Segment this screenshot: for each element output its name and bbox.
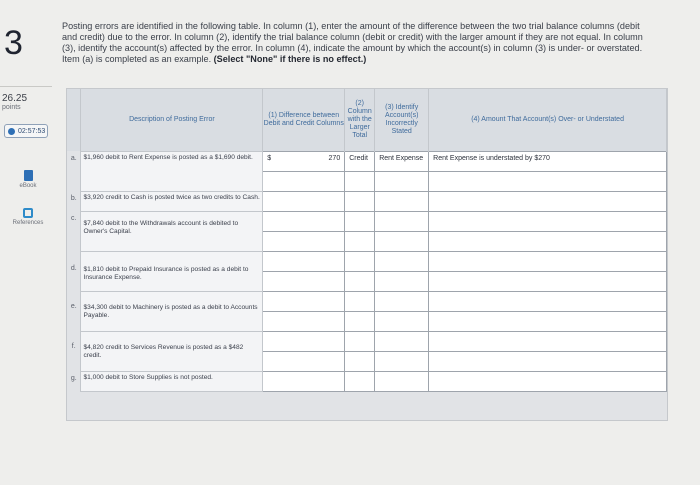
difference-input[interactable] (263, 171, 345, 191)
effect-input[interactable] (429, 371, 667, 391)
larger-column-select[interactable] (345, 171, 375, 191)
row-letter: d. (67, 251, 81, 291)
instructions-emphasis: (Select "None" if there is no effect.) (213, 54, 367, 64)
row-description: $4,820 credit to Services Revenue is posted as a $482 credit. (81, 331, 263, 371)
effect-input[interactable] (429, 191, 667, 211)
sidebar-divider (0, 86, 52, 87)
row-letter: a. (67, 151, 81, 191)
effect-input[interactable] (429, 271, 667, 291)
table-row (67, 191, 667, 211)
larger-column-select[interactable]: Credit (345, 151, 375, 171)
header-col3: (3) Identify Account(s) Incorrectly Stated (375, 89, 429, 151)
larger-column-select[interactable] (345, 211, 375, 231)
row-description: $1,000 debit to Store Supplies is not posted. (81, 371, 263, 391)
row-letter: e. (67, 291, 81, 331)
row-letter: f. (67, 331, 81, 371)
currency-symbol: $ (267, 154, 272, 162)
header-col1: (1) Difference between Debit and Credit Columns (263, 89, 345, 151)
larger-column-select[interactable] (345, 311, 375, 331)
effect-input[interactable] (429, 351, 667, 371)
ebook-label: eBook (19, 183, 37, 189)
ebook-icon (24, 170, 33, 181)
timer-badge (4, 124, 48, 138)
header-letter (67, 89, 81, 151)
larger-column-select[interactable] (345, 331, 375, 351)
account-select[interactable] (375, 191, 429, 211)
table-row (67, 251, 667, 271)
difference-value: 270 (328, 154, 341, 162)
account-select[interactable] (375, 211, 429, 231)
account-select[interactable] (375, 371, 429, 391)
account-select[interactable] (375, 351, 429, 371)
account-select[interactable]: Rent Expense (375, 151, 429, 171)
references-label: References (12, 220, 44, 226)
effect-input[interactable] (429, 291, 667, 311)
references-button[interactable] (6, 208, 50, 226)
account-select[interactable] (375, 171, 429, 191)
header-description: Description of Posting Error (81, 89, 263, 151)
larger-column-select[interactable] (345, 191, 375, 211)
table-row (67, 331, 667, 351)
larger-column-select[interactable] (345, 351, 375, 371)
timer-text: 02:57:53 (18, 127, 46, 135)
account-select[interactable] (375, 331, 429, 351)
question-instructions (62, 21, 652, 65)
row-letter: g. (67, 371, 81, 391)
row-description: $1,810 debit to Prepaid Insurance is posted as a debit to Insurance Expense. (81, 251, 263, 291)
larger-column-select[interactable] (345, 251, 375, 271)
instructions-text: Posting errors are identified in the following table. In column (1), enter the amount of the difference between the two trial balance columns (debit and credit) due to the error. In column (2), identify the trial balance column (debit or credit) with the larger amount if they are not equal. In column (3), identify the account(s) affected by the error. In column (4), indicate the amount by which the account(s) in column (3) is under- or overstated. Item (a) is completed as an example. (62, 21, 643, 64)
header-col4: (4) Amount That Account(s) Over- or Understated (429, 89, 667, 151)
ebook-button[interactable] (6, 170, 50, 189)
effect-input[interactable] (429, 251, 667, 271)
difference-input[interactable] (263, 311, 345, 331)
question-number: 3 (4, 24, 23, 62)
points-label: points (2, 104, 21, 111)
effect-input[interactable] (429, 171, 667, 191)
effect-input[interactable] (429, 231, 667, 251)
larger-column-select[interactable] (345, 371, 375, 391)
difference-input[interactable] (263, 231, 345, 251)
difference-input[interactable] (263, 191, 345, 211)
table-row (67, 371, 667, 391)
effect-input[interactable] (429, 331, 667, 351)
row-letter: c. (67, 211, 81, 251)
difference-input[interactable] (263, 151, 345, 171)
table-row (67, 151, 667, 171)
larger-column-select[interactable] (345, 231, 375, 251)
difference-input[interactable] (263, 351, 345, 371)
difference-input[interactable] (263, 211, 345, 231)
difference-input[interactable] (263, 291, 345, 311)
row-description: $34,300 debit to Machinery is posted as a debit to Accounts Payable. (81, 291, 263, 331)
points-value: 26.25 (2, 93, 28, 104)
posting-errors-table (67, 89, 667, 392)
larger-column-select[interactable] (345, 291, 375, 311)
effect-input[interactable]: Rent Expense is understated by $270 (429, 151, 667, 171)
difference-input[interactable] (263, 371, 345, 391)
larger-column-select[interactable] (345, 271, 375, 291)
references-icon (23, 208, 33, 218)
effect-input[interactable] (429, 211, 667, 231)
effect-input[interactable] (429, 311, 667, 331)
posting-errors-table-container (66, 88, 668, 421)
account-select[interactable] (375, 311, 429, 331)
clock-icon (8, 128, 15, 135)
account-select[interactable] (375, 251, 429, 271)
header-col2: (2) Column with the Larger Total (345, 89, 375, 151)
row-description: $7,840 debit to the Withdrawals account is debited to Owner's Capital. (81, 211, 263, 251)
account-select[interactable] (375, 271, 429, 291)
table-row (67, 211, 667, 231)
account-select[interactable] (375, 231, 429, 251)
row-description: $3,920 credit to Cash is posted twice as two credits to Cash. (81, 191, 263, 211)
table-row (67, 291, 667, 311)
difference-input[interactable] (263, 331, 345, 351)
row-description: $1,960 debit to Rent Expense is posted as a $1,690 debit. (81, 151, 263, 191)
difference-input[interactable] (263, 271, 345, 291)
row-letter: b. (67, 191, 81, 211)
difference-input[interactable] (263, 251, 345, 271)
account-select[interactable] (375, 291, 429, 311)
